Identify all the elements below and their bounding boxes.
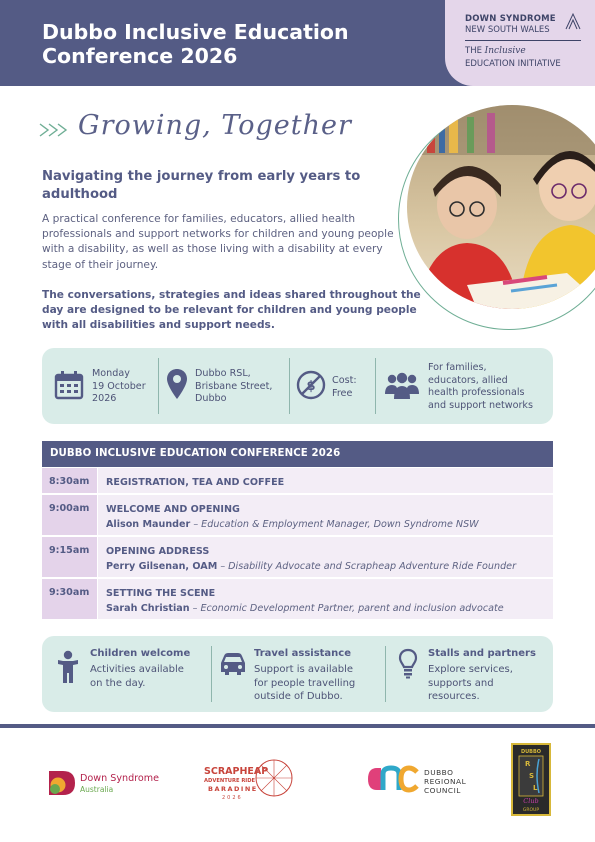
info-divider — [289, 358, 290, 414]
schedule-row — [42, 468, 553, 494]
schedule-time: 9:30am — [42, 579, 97, 619]
svg-text:Club: Club — [523, 797, 539, 805]
feature-body-stalls: Explore services, supports and resources. — [428, 664, 513, 702]
schedule-item — [98, 579, 553, 619]
event-venue: Dubbo RSL, Brisbane Street, Dubbo — [195, 368, 273, 405]
schedule-item-title: OPENING ADDRESS — [106, 546, 210, 557]
schedule-item — [98, 495, 553, 535]
feature-body-travel: Support is available for people travelling outside of Dubbo. — [254, 664, 356, 702]
brand-line-4: EDUCATION INITIATIVE — [465, 59, 561, 69]
schedule-time: 9:15am — [42, 537, 97, 577]
footer-divider — [0, 724, 595, 728]
brand-divider — [465, 40, 581, 41]
title-line-1: Dubbo Inclusive Education — [42, 20, 349, 44]
lightbulb-icon — [398, 648, 418, 680]
schedule-time: 8:30am — [42, 468, 97, 493]
intro-paragraph: A practical conference for families, educators, allied health professionals and support networks for children and young people with a disability, as well as those living with a disability at every stage of their journey. — [42, 213, 394, 271]
children-photo — [407, 105, 595, 309]
svg-text:GROUP: GROUP — [522, 808, 540, 813]
svg-text:S: S — [529, 772, 535, 780]
location-pin-icon — [166, 368, 188, 400]
schedule-speaker-line — [106, 560, 553, 574]
feature-body-children: Activities available on the day. — [90, 664, 184, 689]
schedule-heading: DUBBO INCLUSIVE EDUCATION CONFERENCE 2026 — [42, 441, 553, 467]
child-icon — [56, 650, 80, 684]
brand-mountain-icon — [565, 12, 581, 30]
feature-title-children: Children welcome — [90, 648, 191, 659]
header-banner — [0, 0, 595, 86]
feature-divider — [211, 646, 212, 702]
chevrons-icon — [38, 122, 76, 138]
people-group-icon — [384, 370, 420, 400]
svg-text:R: R — [525, 760, 531, 768]
schedule-row — [42, 579, 553, 620]
schedule-time: 9:00am — [42, 495, 97, 535]
feature-title-travel: Travel assistance — [254, 648, 352, 659]
brand-line-3: THE Inclusive — [465, 46, 526, 56]
free-cost-icon — [296, 370, 326, 400]
schedule-speaker-line — [106, 602, 553, 616]
down-syndrome-australia-wordmark: Down Syndrome Australia — [80, 773, 160, 794]
dubbo-regional-council-wordmark: DUBBO REGIONAL COUNCIL — [424, 768, 467, 795]
schedule-item — [98, 468, 553, 493]
schedule-item-title: WELCOME AND OPENING — [106, 504, 240, 515]
feature-divider — [385, 646, 386, 702]
schedule-row — [42, 495, 553, 536]
dubbo-regional-council-logo — [367, 764, 421, 794]
info-divider — [375, 358, 376, 414]
title-line-2: Conference 2026 — [42, 44, 238, 68]
schedule-item — [98, 537, 553, 577]
down-syndrome-australia-logo — [45, 767, 77, 799]
info-divider — [158, 358, 159, 414]
schedule-speaker-line — [106, 518, 553, 532]
subheading: Navigating the journey from early years to adulthood — [42, 169, 361, 202]
speaker-name: Perry Gilsenan, OAM — [106, 561, 218, 572]
brand-line-2: NEW SOUTH WALES — [465, 25, 550, 35]
scrapheap-word: SCRAPHEAP — [204, 766, 269, 777]
dubbo-rsl-club-logo — [511, 743, 551, 816]
svg-text:$: $ — [306, 379, 316, 394]
schedule-row — [42, 537, 553, 578]
event-audience: For families, educators, allied health professionals and support networks — [428, 362, 533, 411]
baradine-word: BARADINE — [208, 785, 258, 793]
speaker-role: – Disability Advocate and Scrapheap Adventure Ride Founder — [217, 561, 517, 572]
script-title: Growing, Together — [78, 110, 352, 141]
car-icon — [218, 652, 248, 678]
feature-title-stalls: Stalls and partners — [428, 648, 536, 659]
svg-text:DUBBO: DUBBO — [520, 749, 542, 755]
speaker-name: Alison Maunder — [106, 519, 191, 530]
event-info-box — [42, 348, 553, 424]
schedule-item-title: REGISTRATION, TEA AND COFFEE — [106, 477, 285, 488]
brand-logo-box — [445, 0, 595, 86]
speaker-name: Sarah Christian — [106, 603, 190, 614]
page-title — [42, 20, 402, 68]
calendar-icon — [54, 370, 84, 400]
scrapheap-adventure-ride-logo — [204, 758, 296, 802]
speaker-role: – Education & Employment Manager, Down Syndrome NSW — [190, 519, 479, 530]
brand-script-word: Inclusive — [484, 46, 526, 56]
speaker-role: – Economic Development Partner, parent and inclusion advocate — [189, 603, 504, 614]
svg-text:L: L — [533, 784, 538, 792]
event-cost: Cost: Free — [332, 375, 357, 399]
features-box — [42, 636, 553, 712]
scrapheap-year: 2026 — [222, 795, 243, 801]
event-date: Monday 19 October 2026 — [92, 368, 146, 405]
intro-bold-paragraph: The conversations, strategies and ideas shared throughout the day are designed to be relevant for children and young people with all disabilities and support needs. — [42, 289, 421, 332]
adventure-ride-word: ADVENTURE RIDE — [204, 778, 256, 784]
schedule-item-title: SETTING THE SCENE — [106, 588, 216, 599]
brand-line-1: DOWN SYNDROME — [465, 14, 556, 24]
